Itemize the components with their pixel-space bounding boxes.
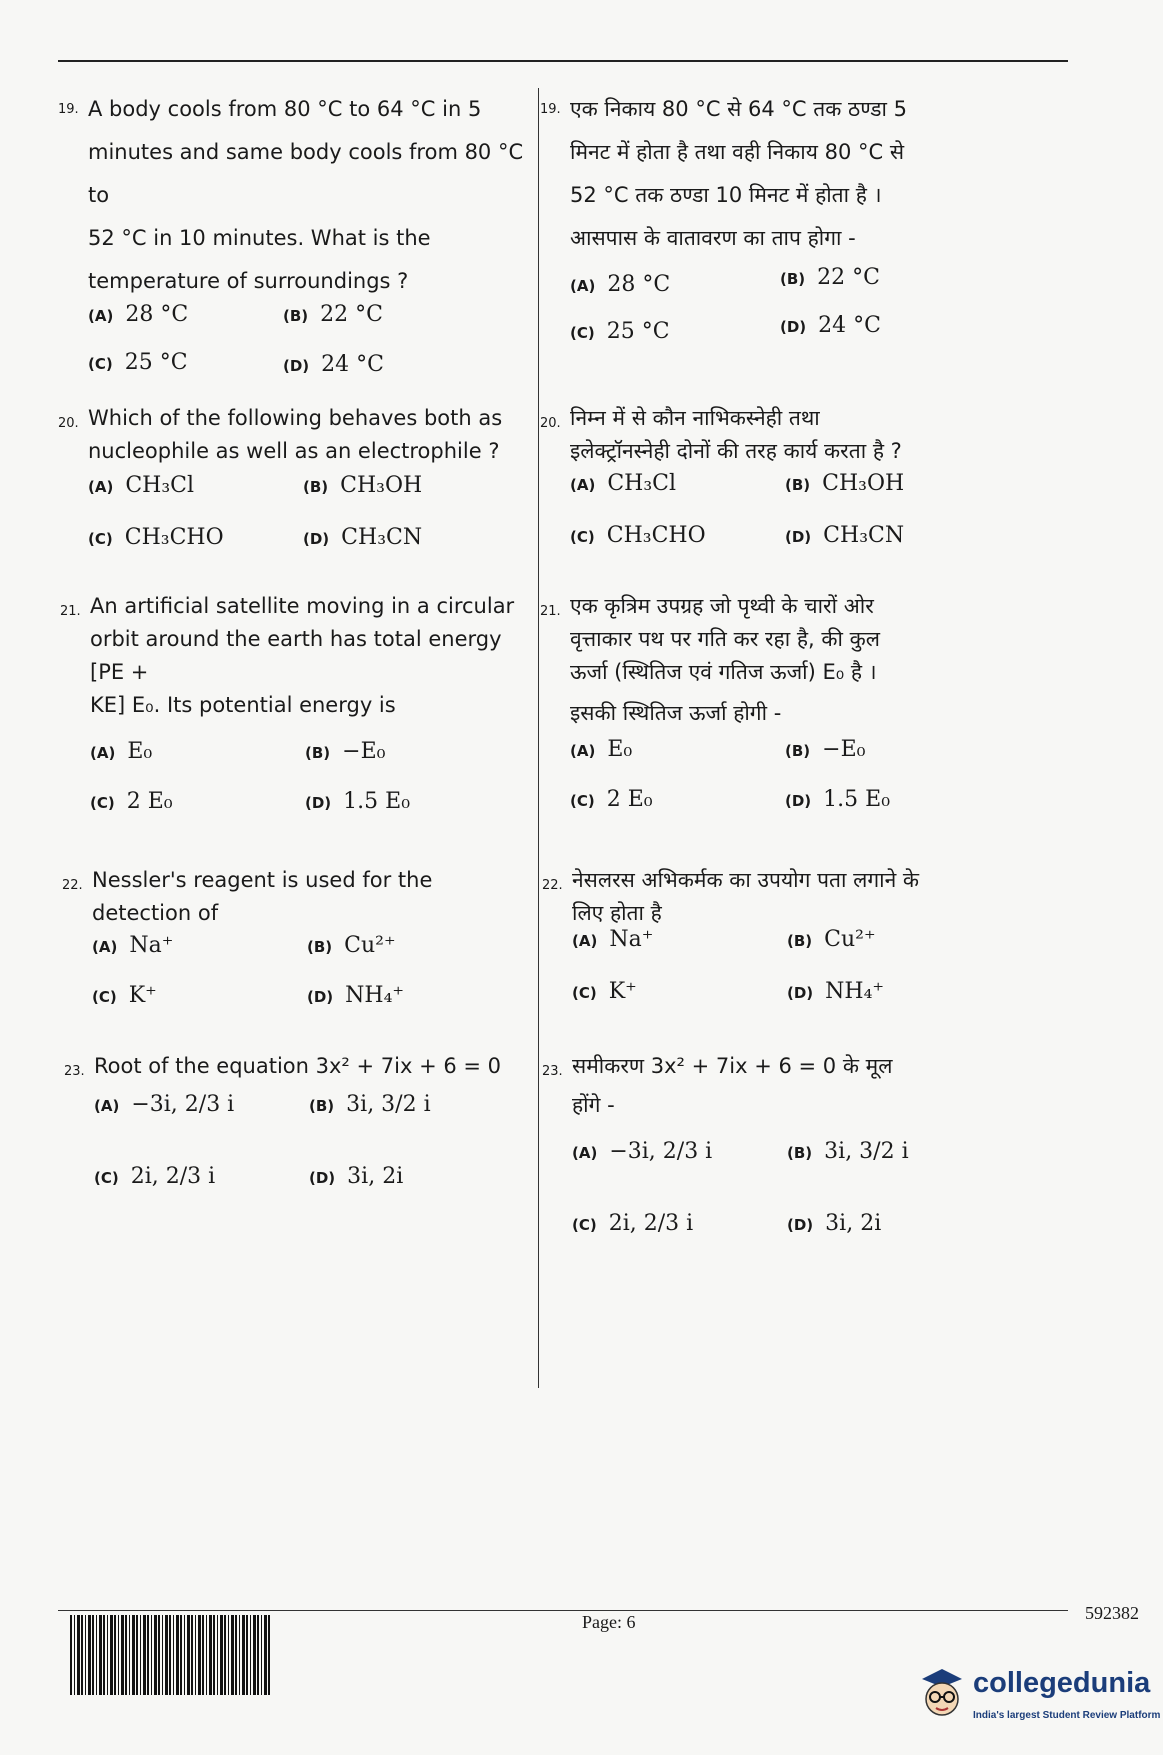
stem-line: A body cools from 80 °C to 64 °C in 5: [88, 97, 482, 121]
stem-line: Which of the following behaves both as: [88, 406, 503, 430]
option-c: (C) 25 °C: [570, 319, 670, 344]
stem-line: नेसलरस अभिकर्मक का उपयोग पता लगाने के: [572, 868, 920, 892]
bottom-rule: [58, 1610, 1068, 1611]
question-number: 23.: [542, 1064, 563, 1079]
question-stem: [570, 402, 1010, 468]
question-23-hi: [542, 1050, 1012, 1272]
option-b: (B) 3i, 3/2 i: [309, 1092, 431, 1117]
option-c: (C) CH₃CHO: [88, 525, 224, 550]
option-c: (C) 25 °C: [88, 350, 188, 375]
brand-name: collegedunia: [973, 1667, 1151, 1699]
question-number: 19.: [540, 102, 561, 117]
page-number: Page: 6: [582, 1612, 636, 1632]
option-a: (A) −3i, 2/3 i: [94, 1092, 235, 1117]
option-b: (B) 3i, 3/2 i: [787, 1139, 909, 1164]
stem-line: minutes and same body cools from 80 °C to: [88, 140, 524, 207]
stem-line: निम्न में से कौन नाभिकस्नेही तथा: [570, 406, 820, 430]
question-stem: [570, 88, 1010, 260]
stem-line: एक कृत्रिम उपग्रह जो पृथ्वी के चारों ओर: [570, 594, 874, 618]
option-d: (D) 24 °C: [283, 352, 384, 377]
option-a: (A) 28 °C: [88, 302, 189, 327]
option-b: (B) −E₀: [305, 739, 386, 764]
stem-line: इलेक्ट्रॉनस्नेही दोनों की तरह कार्य करता है ?: [570, 439, 902, 463]
option-d: (D) NH₄⁺: [307, 983, 405, 1008]
option-d: (D) 1.5 E₀: [785, 787, 891, 812]
column-divider: [538, 88, 539, 1388]
stem-line: nucleophile as well as an electrophile ?: [88, 439, 500, 463]
option-c: (C) 2i, 2/3 i: [94, 1164, 216, 1189]
options: [570, 468, 1010, 568]
option-a: (A) E₀: [90, 739, 153, 764]
option-b: (B) Cu²⁺: [787, 927, 876, 952]
option-a: (A) Na⁺: [92, 933, 174, 958]
stem-line: Root of the equation 3x² + 7ix + 6 = 0: [94, 1054, 502, 1078]
option-c: (C) K⁺: [572, 979, 637, 1004]
question-stem: [88, 88, 528, 303]
option-c: (C) CH₃CHO: [570, 523, 706, 548]
options: [570, 260, 1010, 360]
question-number: 21.: [540, 604, 561, 619]
question-20-hi: [540, 402, 1010, 568]
option-a: (A) CH₃Cl: [570, 471, 677, 496]
option-d: (D) CH₃CN: [785, 523, 905, 548]
option-c: (C) 2i, 2/3 i: [572, 1211, 694, 1236]
question-20-en: [58, 402, 528, 568]
stem-line: एक निकाय 80 °C से 64 °C तक ठण्डा 5: [570, 97, 907, 121]
question-19-en: [58, 88, 528, 403]
stem-line: समीकरण 3x² + 7ix + 6 = 0 के मूल: [572, 1054, 893, 1078]
option-c: (C) K⁺: [92, 983, 157, 1008]
stem-line: मिनट में होता है तथा वही निकाय 80 °C से: [570, 140, 905, 164]
stem-line: आसपास के वातावरण का ताप होगा -: [570, 226, 856, 250]
options: [572, 927, 1012, 1030]
question-stem: [94, 1050, 534, 1083]
stem-line: 52 °C in 10 minutes. What is the: [88, 226, 431, 250]
stem-line: KE] E₀. Its potential energy is: [90, 693, 396, 717]
option-d: (D) 1.5 E₀: [305, 789, 411, 814]
option-b: (B) CH₃OH: [303, 473, 423, 498]
question-stem: [90, 590, 530, 722]
option-b: (B) 22 °C: [283, 302, 383, 327]
booklet-code: 592382: [1085, 1603, 1139, 1623]
stem-line: ऊर्जा (स्थितिज एवं गतिज ऊर्जा) E₀ है ।: [570, 660, 877, 684]
question-22-en: [62, 864, 532, 1030]
options: [572, 1122, 1012, 1272]
top-rule: [58, 60, 1068, 62]
question-number: 22.: [542, 878, 563, 893]
options: [90, 722, 530, 832]
option-d: (D) 3i, 2i: [787, 1211, 882, 1236]
option-a: (A) E₀: [570, 737, 633, 762]
question-number: 22.: [62, 878, 83, 893]
option-d: (D) CH₃CN: [303, 525, 423, 550]
stem-line: इसकी स्थितिज ऊर्जा होगी -: [570, 701, 782, 725]
mascot-icon: [918, 1665, 966, 1725]
stem-line: 52 °C तक ठण्डा 10 मिनट में होता है ।: [570, 183, 882, 207]
option-b: (B) Cu²⁺: [307, 933, 396, 958]
question-stem: [572, 1050, 1012, 1122]
option-a: (A) Na⁺: [572, 927, 654, 952]
collegedunia-logo: [918, 1655, 1161, 1740]
question-22-hi: [542, 864, 1012, 1030]
question-21-en: [60, 590, 530, 832]
options: [570, 730, 1010, 840]
question-stem: [570, 590, 1010, 730]
stem-line: orbit around the earth has total energy [PE +: [90, 627, 502, 684]
options: [92, 930, 532, 1030]
stem-line: An artificial satellite moving in a circular: [90, 594, 515, 618]
option-b: (B) −E₀: [785, 737, 866, 762]
options: [94, 1083, 534, 1233]
option-d: (D) 3i, 2i: [309, 1164, 404, 1189]
question-number: 19.: [58, 102, 79, 117]
question-stem: [88, 402, 528, 468]
options: [88, 468, 528, 568]
stem-line: लिए होता है: [572, 901, 662, 925]
option-a: (A) −3i, 2/3 i: [572, 1139, 713, 1164]
option-b: (B) 22 °C: [780, 265, 880, 290]
question-21-hi: [540, 590, 1010, 840]
option-a: (A) 28 °C: [570, 272, 671, 297]
question-stem: [92, 864, 532, 930]
question-number: 21.: [60, 604, 81, 619]
stem-line: होंगे -: [572, 1093, 615, 1117]
question-number: 20.: [540, 416, 561, 431]
barcode-icon: [70, 1615, 270, 1695]
question-number: 23.: [64, 1064, 85, 1079]
option-a: (A) CH₃Cl: [88, 473, 195, 498]
stem-line: Nessler's reagent is used for the detection of: [92, 868, 433, 925]
stem-line: वृत्ताकार पथ पर गति कर रहा है, की कुल: [570, 627, 880, 651]
question-19-hi: [540, 88, 1010, 360]
stem-line: temperature of surroundings ?: [88, 269, 409, 293]
option-c: (C) 2 E₀: [90, 789, 173, 814]
options: [88, 303, 528, 403]
option-d: (D) NH₄⁺: [787, 979, 885, 1004]
question-23-en: [64, 1050, 534, 1233]
option-b: (B) CH₃OH: [785, 471, 905, 496]
brand-tagline: India's largest Student Review Platform: [973, 1710, 1161, 1721]
question-number: 20.: [58, 416, 79, 431]
option-d: (D) 24 °C: [780, 313, 881, 338]
option-c: (C) 2 E₀: [570, 787, 653, 812]
